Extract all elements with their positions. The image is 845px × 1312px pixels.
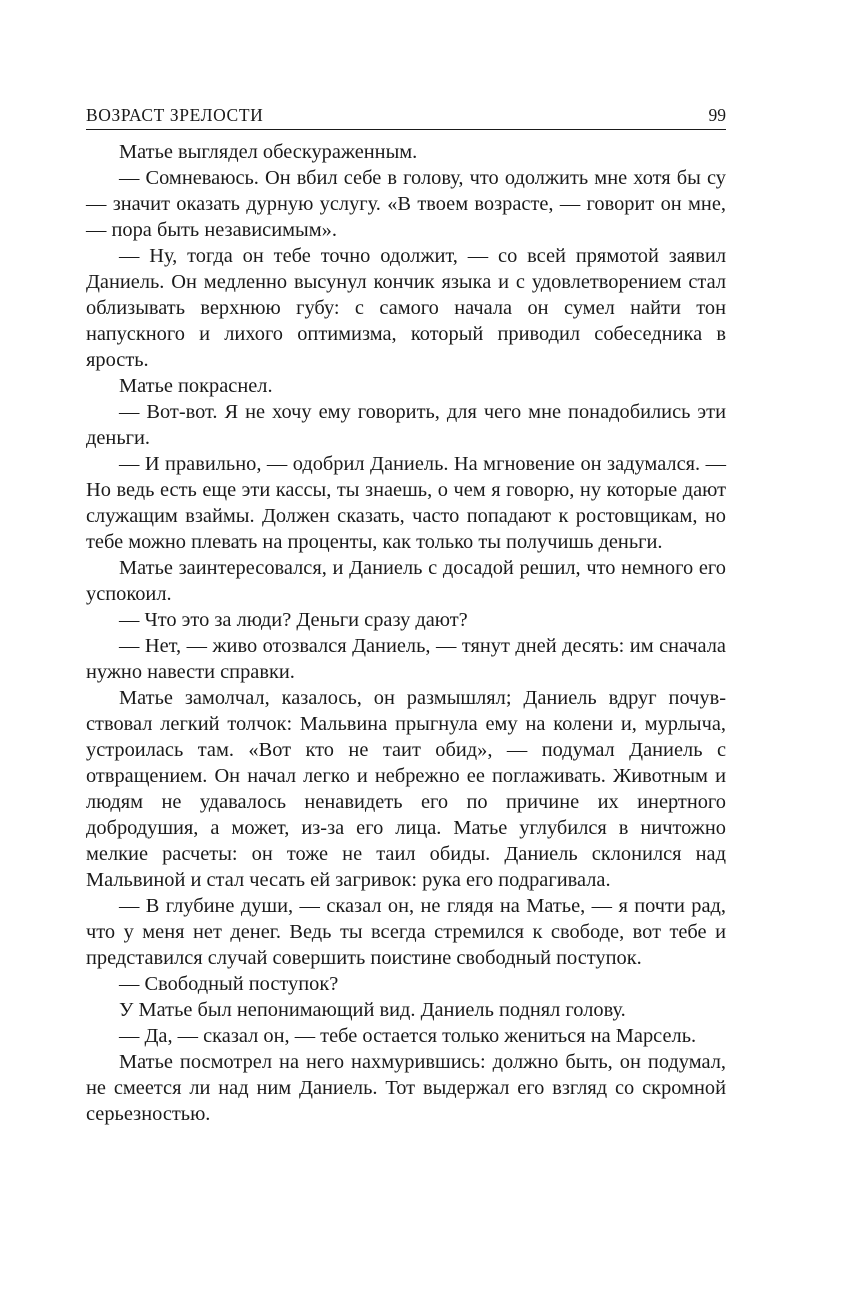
- running-title: ВОЗРАСТ ЗРЕЛОСТИ: [86, 105, 264, 125]
- paragraph: Матье замолчал, казалось, он размышлял; Даниель вдруг почувствовал легкий толчок: Мальвина прыгнула ему на колени и, мурлыча, устроилась там. «Вот кто не таит обид», — подумал Даниель с отвращением. Он начал легко и небрежно ее поглаживать. Животным и людям не удавалось ненавидеть его по причине их инертного добродушия, а может, из-за его лица. Матье углубился в ничтожно мелкие расчеты: он тоже не таил обиды. Даниель склонился над Мальвиной и стал чесать ей загривок: рука его подрагивала.: [86, 687, 726, 891]
- body-text: [86, 139, 726, 1127]
- paragraph: — Свободный поступок?: [119, 973, 339, 995]
- paragraph: — В глубине души, — сказал он, не глядя на Матье, — я почти рад, что у меня нет денег. Ведь ты всегда стремился к свободе, вот тебе и представился случай совершить поистине свободный поступок.: [86, 895, 726, 969]
- paragraph: — Да, — сказал он, — тебе остается только жениться на Марсель.: [119, 1025, 697, 1047]
- book-page: [86, 100, 726, 1127]
- paragraph: Матье посмотрел на него нахмурившись: должно быть, он подумал, не смеется ли над ним Даниель. Тот выдержал его взгляд со скромной серьезностью.: [86, 1051, 726, 1125]
- page-number: 99: [708, 105, 726, 125]
- paragraph: — И правильно, — одобрил Даниель. На мгновение он задумался. — Но ведь есть еще эти кассы, ты знаешь, о чем я говорю, ну которые дают служащим взаймы. Должен сказать, часто попадают к ростовщикам, но тебе можно плевать на проценты, как только ты получишь деньги.: [86, 453, 726, 553]
- paragraph: У Матье был непонимающий вид. Даниель поднял голову.: [119, 999, 626, 1021]
- paragraph: Матье заинтересовался, и Даниель с досадой решил, что немного его успокоил.: [86, 557, 726, 605]
- running-header: [86, 100, 726, 130]
- paragraph: — Сомневаюсь. Он вбил себе в голову, что одолжить мне хотя бы су — значит оказать дурную услугу. «В твоем возрасте, — говорит он мне, — пора быть независимым».: [86, 167, 726, 241]
- paragraph: — Что это за люди? Деньги сразу дают?: [119, 609, 468, 631]
- paragraph: — Вот-вот. Я не хочу ему говорить, для чего мне понадобились эти деньги.: [86, 401, 726, 449]
- paragraph: Матье выглядел обескураженным.: [119, 141, 418, 163]
- paragraph: — Нет, — живо отозвался Даниель, — тянут дней десять: им сначала нужно навести справки.: [86, 635, 726, 683]
- paragraph: Матье покраснел.: [119, 375, 273, 397]
- paragraph: — Ну, тогда он тебе точно одолжит, — со всей прямотой заявил Даниель. Он медленно высунул кончик языка и с удовлетворением стал облизывать верхнюю губу: с самого начала он сумел найти тон напускного и лихого оптимизма, который приводил собеседника в ярость.: [86, 245, 726, 371]
